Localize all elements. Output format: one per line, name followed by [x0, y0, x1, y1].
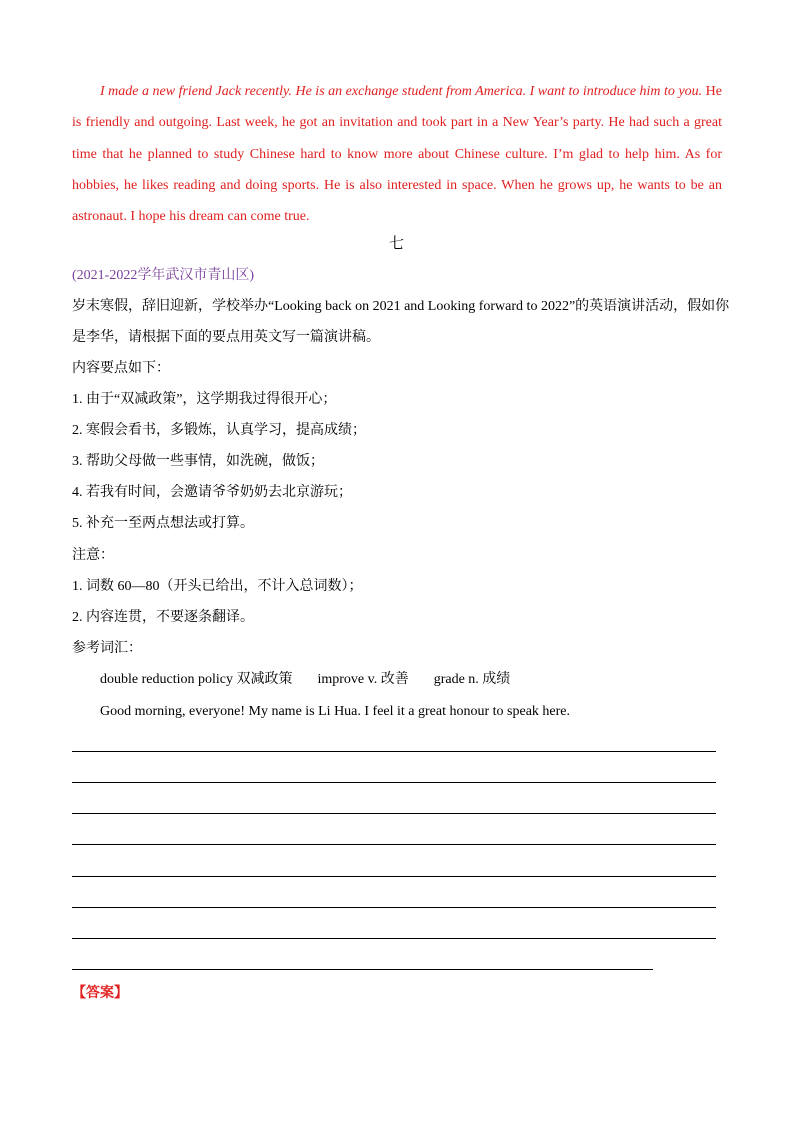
- writing-line: [72, 938, 716, 939]
- vocab-item: grade n. 成绩: [433, 672, 511, 687]
- point-item: 5. 补充一至两点想法或打算。: [72, 516, 254, 531]
- writing-line: [72, 844, 716, 845]
- points-heading: 内容要点如下：: [72, 361, 170, 376]
- point-item: 1. 由于“双减政策”，这学期我过得很开心；: [72, 392, 337, 407]
- vocab-item: improve v. 改善: [317, 672, 409, 687]
- section-number: 七: [388, 236, 404, 252]
- prompt-line-1: 岁末寒假，辞旧迎新，学校举办“Looking back on 2021 and Looking forward to 2022”的英语演讲活动，假如你: [72, 299, 730, 314]
- point-item: 4. 若我有时间，会邀请爷爷奶奶去北京游玩；: [72, 485, 352, 500]
- essay-answer-paragraph: [72, 76, 722, 232]
- writing-line: [72, 907, 716, 908]
- writing-line: [72, 782, 716, 783]
- notes-heading: 注意：: [72, 548, 114, 563]
- writing-line: [72, 751, 716, 752]
- writing-line: [72, 969, 653, 970]
- essay-opening: Good morning, everyone! My name is Li Hua. I feel it a great honour to speak here.: [100, 704, 571, 719]
- writing-line: [72, 876, 716, 877]
- vocab-list: [100, 669, 510, 691]
- point-item: 3. 帮助父母做一些事情，如洗碗，做饭；: [72, 454, 324, 469]
- answer-label: 【答案】: [72, 985, 128, 1001]
- essay-answer-italic: I made a new friend Jack recently. He is an exchange student from America. I want to introduce him to you.: [100, 84, 703, 99]
- note-item: 2. 内容连贯，不要逐条翻译。: [72, 610, 254, 625]
- note-item: 1. 词数 60—80（开头已给出，不计入总词数）；: [72, 579, 363, 594]
- point-item: 2. 寒假会看书，多锻炼，认真学习，提高成绩；: [72, 423, 366, 438]
- vocab-item: double reduction policy 双减政策: [100, 672, 293, 687]
- vocab-heading: 参考词汇：: [72, 641, 142, 656]
- essay-answer-text: He is friendly and outgoing. Last week, he got an invitation and took part in a New Year’s party. He had such a great time that he planned to study Chinese hard to know more about Chinese culture. I’m glad to help him. As for hobbies, he likes reading and doing sports. He is also interested in space. When he grows up, he wants to be an astronaut. I hope his dream can come true.: [72, 84, 723, 225]
- question-source: (2021-2022学年武汉市青山区): [72, 268, 254, 283]
- prompt-line-2: 是李华，请根据下面的要点用英文写一篇演讲稿。: [72, 330, 380, 345]
- writing-line: [72, 813, 716, 814]
